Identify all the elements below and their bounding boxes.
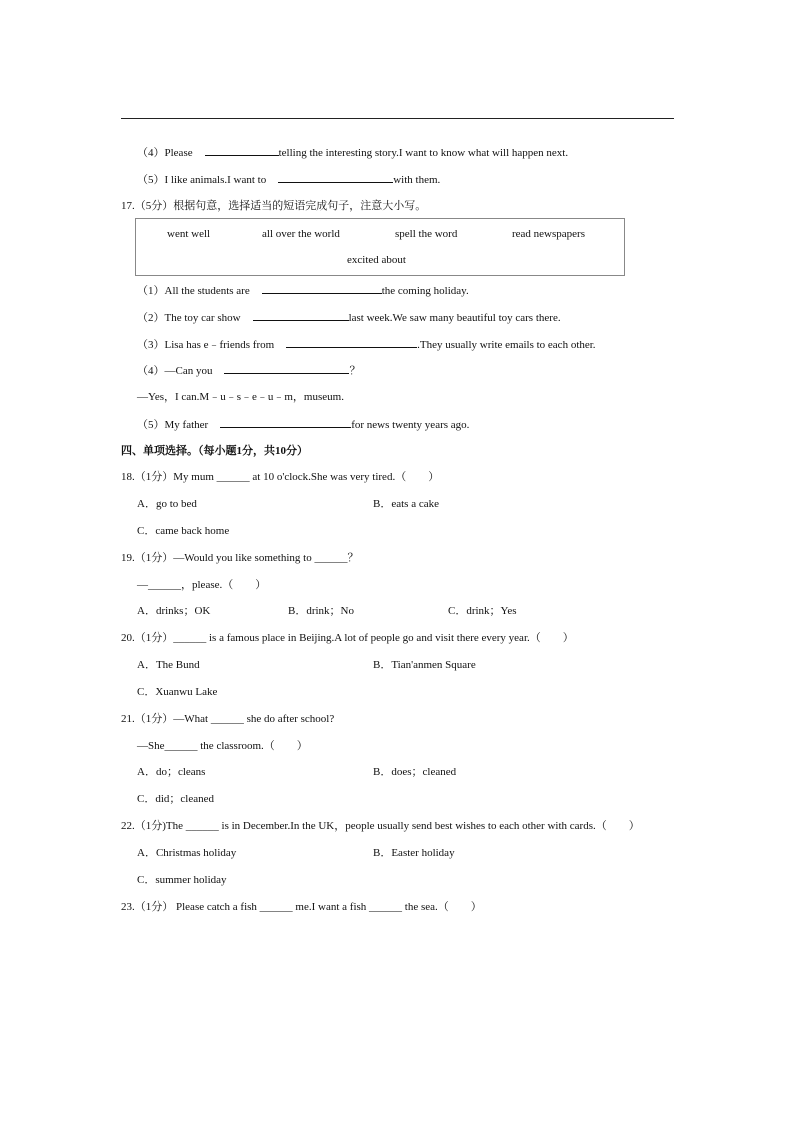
q17-item-4-suffix: ？ — [349, 365, 361, 377]
section-4-heading: 四、单项选择。（每小题1分，共10分） — [121, 445, 308, 457]
q21-option-b[interactable]: B．does；cleaned — [373, 766, 457, 778]
q19-stem-reply: —______，please.（ ） — [137, 579, 267, 591]
q17-item-2 — [137, 310, 561, 325]
answer-blank[interactable] — [220, 417, 351, 428]
q21-option-a[interactable]: A．do；cleans — [137, 766, 206, 778]
q16-item-4 — [137, 145, 568, 160]
q17-item-5-suffix: for news twenty years ago. — [351, 419, 470, 431]
q22-stem: 22.（1分)The ______ is in December.In the UK，people usually send best wishes to each other with cards.（ ） — [121, 820, 640, 832]
q16-item-4-suffix: telling the interesting story.I want to know what will happen next. — [278, 147, 569, 159]
answer-blank[interactable] — [205, 145, 279, 156]
answer-blank[interactable] — [224, 363, 349, 374]
q17-item-5-prefix: （5）My father — [137, 419, 209, 431]
q17-item-4-prefix: （4）—Can you — [137, 365, 213, 377]
q18-option-b[interactable]: B．eats a cake — [373, 498, 439, 510]
q20-option-b[interactable]: B．Tian'anmen Square — [373, 659, 476, 671]
q17-item-1-suffix: the coming holiday. — [381, 285, 469, 297]
phrase-went-well: went well — [167, 228, 211, 240]
answer-blank[interactable] — [278, 172, 393, 183]
q16-item-5-suffix: with them. — [393, 174, 441, 186]
q17-item-2-suffix: last week.We saw many beautiful toy cars there. — [348, 312, 561, 324]
q21-stem: 21.（1分）—What ______ she do after school? — [121, 713, 335, 725]
q21-option-c[interactable]: C．did；cleaned — [137, 793, 214, 805]
q22-option-c[interactable]: C．summer holiday — [137, 874, 227, 886]
q23-stem: 23.（1分） Please catch a fish ______ me.I want a fish ______ the sea.（ ） — [121, 901, 482, 913]
q16-item-4-prefix: （4）Please — [137, 147, 193, 159]
q18-option-a[interactable]: A．go to bed — [137, 498, 197, 510]
q18-stem: 18.（1分）My mum ______ at 10 o'clock.She was very tired.（ ） — [121, 471, 440, 483]
q20-option-a[interactable]: A．The Bund — [137, 659, 200, 671]
answer-blank[interactable] — [253, 310, 349, 321]
q17-item-2-prefix: （2）The toy car show — [137, 312, 241, 324]
q22-option-a[interactable]: A．Christmas holiday — [137, 847, 237, 859]
q16-item-5-prefix: （5）I like animals.I want to — [137, 174, 267, 186]
q17-heading: 17.（5分）根据句意，选择适当的短语完成句子，注意大小写。 — [121, 200, 427, 212]
q19-option-b[interactable]: B．drink；No — [288, 605, 354, 617]
phrase-all-over-the-world: all over the world — [262, 228, 340, 240]
q19-stem: 19.（1分）—Would you like something to ______？ — [121, 552, 359, 564]
q20-option-c[interactable]: C．Xuanwu Lake — [137, 686, 218, 698]
q17-item-3-prefix: （3）Lisa has e﹣friends from — [137, 339, 275, 351]
q17-item-4 — [137, 363, 360, 378]
q17-item-4-reply: —Yes，I can.M﹣u﹣s﹣e﹣u﹣m，museum. — [137, 391, 344, 403]
phrase-excited-about: excited about — [347, 254, 406, 266]
q18-option-c[interactable]: C．came back home — [137, 525, 230, 537]
header-rule — [121, 118, 674, 119]
q20-stem: 20.（1分）______ is a famous place in Beijing.A lot of people go and visit there every year.（ ） — [121, 632, 574, 644]
phrase-read-newspapers: read newspapers — [512, 228, 585, 240]
q17-item-3-suffix: .They usually write emails to each other. — [417, 339, 596, 351]
q17-item-5 — [137, 417, 469, 432]
q19-option-a[interactable]: A．drinks；OK — [137, 605, 211, 617]
q16-item-5 — [137, 172, 440, 187]
answer-blank[interactable] — [262, 283, 382, 294]
answer-blank[interactable] — [286, 337, 417, 348]
q22-option-b[interactable]: B．Easter holiday — [373, 847, 455, 859]
q17-item-1-prefix: （1）All the students are — [137, 285, 250, 297]
q17-item-3 — [137, 337, 596, 352]
q17-item-1 — [137, 283, 469, 298]
q21-stem-reply: —She______ the classroom.（ ） — [137, 740, 308, 752]
phrase-spell-the-word: spell the word — [395, 228, 458, 240]
q19-option-c[interactable]: C．drink；Yes — [448, 605, 517, 617]
